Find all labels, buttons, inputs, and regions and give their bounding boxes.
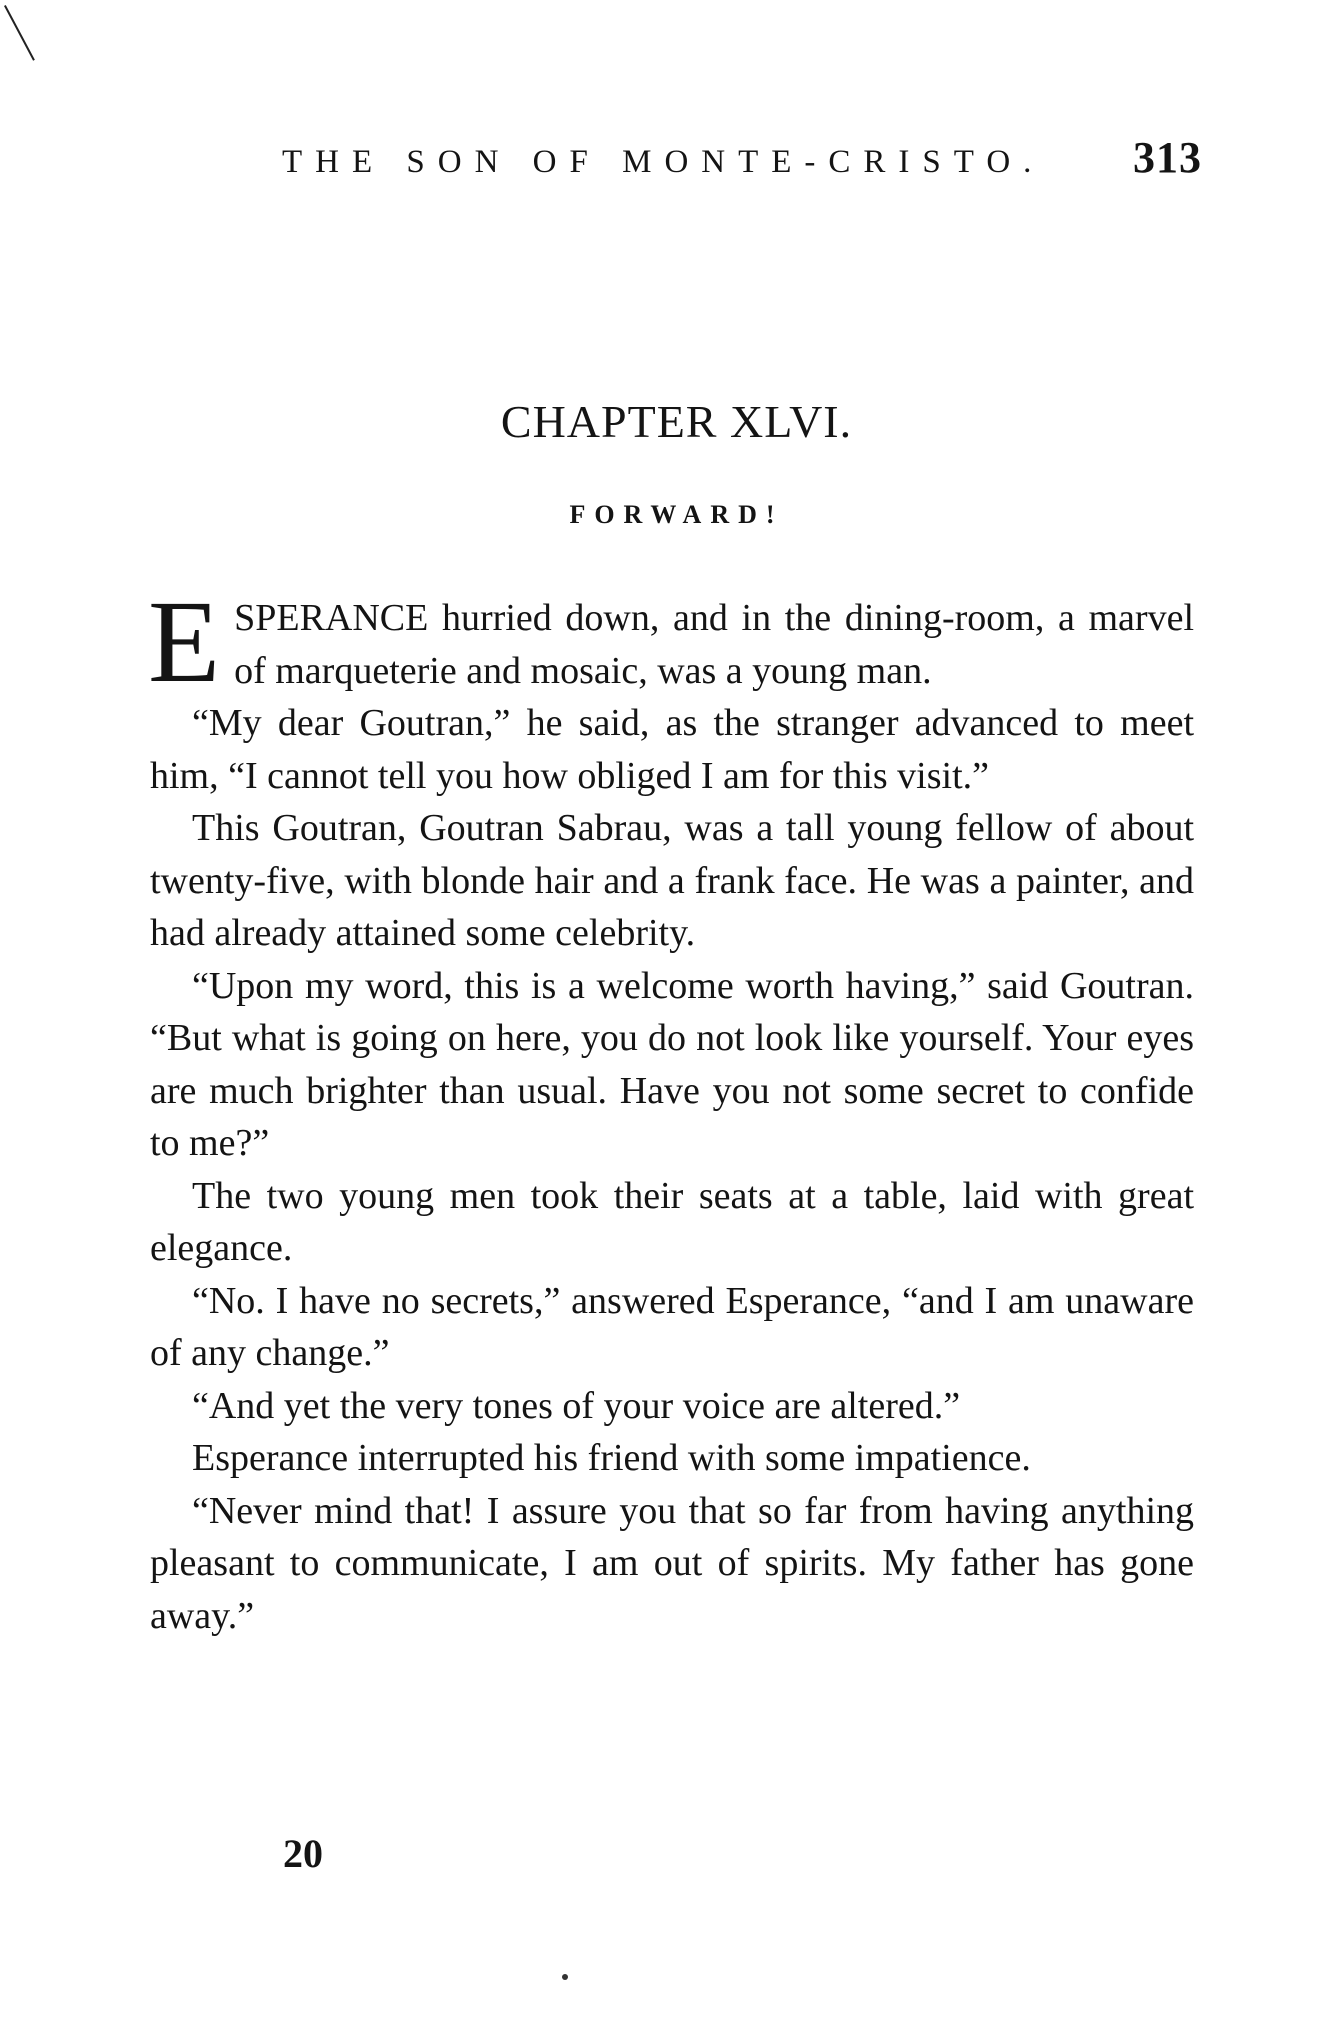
running-title: THE SON OF MONTE-CRISTO. <box>282 144 1045 180</box>
paragraph: “Upon my word, this is a welcome worth having,” said Goutran. “But what is going on here, you do not look like yourself. Your eyes are much brighter than usual. Have you not some secret to confide to me?” <box>150 964 1194 1164</box>
paragraph <box>148 576 1194 707</box>
paragraph: Esperance interrupted his friend with some impatience. <box>192 1437 1031 1479</box>
body-text <box>148 576 1194 1642</box>
chapter-subtitle: FORWARD! <box>569 500 784 529</box>
paragraph: “Never mind that! I assure you that so far from having anything pleasant to communicate, I am out of spirits. My father has gone away.” <box>150 1489 1194 1637</box>
paragraph: “No. I have no secrets,” answered Esperance, “and I am unaware of any change.” <box>150 1279 1194 1374</box>
drop-cap: E <box>148 576 221 707</box>
paragraph: The two young men took their seats at a table, laid with great elegance. <box>150 1174 1194 1269</box>
corner-pencil-mark <box>4 5 35 61</box>
chapter-title: CHAPTER XLVI. <box>500 396 853 447</box>
signature-mark: 20 <box>283 1831 323 1876</box>
paragraph: “And yet the very tones of your voice are altered.” <box>192 1384 961 1427</box>
paragraph: This Goutran, Goutran Sabrau, was a tall young fellow of about twenty-five, with blonde hair and a frank face. He was a painter, and had already attained some celebrity. <box>150 807 1194 954</box>
page-number: 313 <box>1133 133 1202 182</box>
running-head <box>282 132 1202 192</box>
ink-speck <box>562 1974 568 1980</box>
paragraph-text: SPERANCE hurried down, and in the dining-room, a marvel of marqueterie and mosaic, was a young man. <box>234 597 1194 692</box>
paragraph: “My dear Goutran,” he said, as the stranger advanced to meet him, “I cannot tell you how obliged I am for this visit.” <box>150 702 1194 797</box>
